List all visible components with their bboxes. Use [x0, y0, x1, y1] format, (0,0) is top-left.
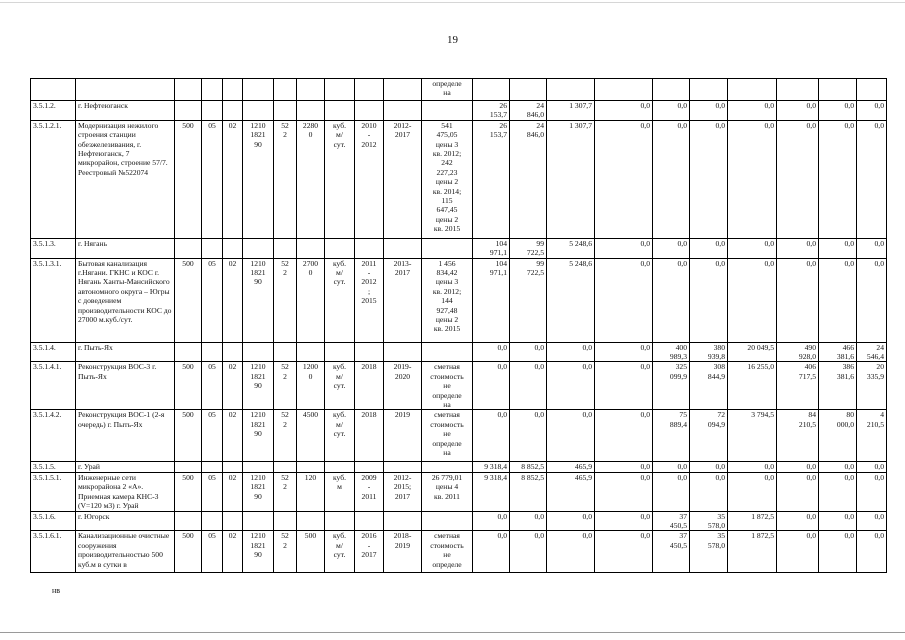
table-cell: 2009 - 2011: [355, 472, 384, 511]
table-cell: 0,0: [690, 462, 728, 472]
table-cell: 0,0: [510, 342, 547, 362]
table-cell: 0,0: [595, 531, 653, 573]
table-cell: 0,0: [547, 342, 595, 362]
table-cell: [422, 101, 473, 121]
table-cell: куб. м/ сут.: [325, 258, 355, 342]
table-cell: 0,0: [653, 472, 690, 511]
table-cell: [422, 511, 473, 531]
table-cell: 80 000,0: [819, 410, 857, 462]
table-cell: 02: [223, 410, 243, 462]
table-cell: 4500: [297, 410, 325, 462]
table-cell: [325, 462, 355, 472]
table-cell: 52 2: [274, 410, 297, 462]
table-cell: [202, 238, 223, 258]
table-cell: 0,0: [857, 101, 887, 121]
table-cell: 0,0: [819, 101, 857, 121]
table-cell: 5 248,6: [547, 258, 595, 342]
table-cell: 52 2: [274, 531, 297, 573]
table-cell: 1 307,7: [547, 101, 595, 121]
table-cell: [473, 79, 510, 101]
cell-name: Реконструкция ВОС-1 (2-я очередь) г. Пыть-Ях: [76, 410, 175, 462]
table-cell: [223, 342, 243, 362]
table-row: [31, 120, 887, 238]
table-cell: [355, 511, 384, 531]
table-cell: [384, 462, 422, 472]
table-cell: 0,0: [595, 472, 653, 511]
table-cell: 26 153,7: [473, 101, 510, 121]
cell-name: [76, 79, 175, 101]
table-cell: 05: [202, 120, 223, 238]
table-cell: 386 381,6: [819, 362, 857, 410]
cell-name: г. Югорск: [76, 511, 175, 531]
table-cell: 541 475,05 цены 3 кв. 2012; 242 227,23 цены 2 кв. 2014; 115 647,45 цены 2 кв. 2015: [422, 120, 473, 238]
table-cell: [243, 511, 274, 531]
table-cell: [202, 511, 223, 531]
table-cell: [274, 79, 297, 101]
table-cell: 500: [175, 472, 202, 511]
table-cell: 9 318,4: [473, 462, 510, 472]
cell-code: 3.5.1.4.: [31, 342, 76, 362]
table-cell: 24 846,0: [510, 101, 547, 121]
table-cell: 2011 - 2012 ; 2015: [355, 258, 384, 342]
table-cell: 35 578,0: [690, 531, 728, 573]
table-cell: 0,0: [728, 472, 777, 511]
table-cell: 2012- 2015; 2017: [384, 472, 422, 511]
table-cell: 0,0: [777, 101, 819, 121]
table-cell: 325 099,9: [653, 362, 690, 410]
table-cell: [202, 101, 223, 121]
table-cell: [384, 238, 422, 258]
cell-code: [31, 79, 76, 101]
table-cell: сметная стоимость не определе: [422, 531, 473, 573]
table-cell: 35 578,0: [690, 511, 728, 531]
table-cell: 120: [297, 472, 325, 511]
table-cell: [223, 238, 243, 258]
table-cell: 0,0: [653, 462, 690, 472]
table-cell: 0,0: [777, 531, 819, 573]
table-cell: [202, 342, 223, 362]
table-cell: 0,0: [857, 531, 887, 573]
table-cell: 1 872,5: [728, 531, 777, 573]
table-cell: 0,0: [728, 101, 777, 121]
cell-code: 3.5.1.6.1.: [31, 531, 76, 573]
table-cell: [384, 79, 422, 101]
table-cell: 0,0: [777, 511, 819, 531]
table-cell: 0,0: [510, 410, 547, 462]
page-number: 19: [447, 34, 458, 46]
table-cell: 0,0: [653, 238, 690, 258]
table-cell: 99 722,5: [510, 258, 547, 342]
table-cell: 400 989,3: [653, 342, 690, 362]
table-cell: 0,0: [857, 238, 887, 258]
cell-name: Канализационные очистные сооружения производительностью 500 куб.м в сутки в: [76, 531, 175, 573]
table-cell: 380 939,8: [690, 342, 728, 362]
table-cell: [175, 342, 202, 362]
table-cell: 1210 1821 90: [243, 472, 274, 511]
table-cell: [355, 342, 384, 362]
table-cell: 465,9: [547, 462, 595, 472]
table-cell: 2019: [384, 410, 422, 462]
cell-name: Модернизация нежилого строения станции обезжелезивания, г. Нефтеюганск, 7 микрорайон, строение 57/7. Реестровый №522074: [76, 120, 175, 238]
table-cell: куб. м/ сут.: [325, 531, 355, 573]
table-cell: 0,0: [819, 511, 857, 531]
table-cell: [223, 101, 243, 121]
table-cell: [223, 79, 243, 101]
table-cell: 37 450,5: [653, 511, 690, 531]
table-cell: [690, 79, 728, 101]
table-cell: [355, 101, 384, 121]
table-cell: 0,0: [595, 101, 653, 121]
table-cell: 2019- 2020: [384, 362, 422, 410]
table-cell: 0,0: [728, 238, 777, 258]
table-cell: 0,0: [728, 258, 777, 342]
table-cell: 2010 - 2012: [355, 120, 384, 238]
table-cell: 9 318,4: [473, 472, 510, 511]
cell-name: Инженерные сети микрорайона 2 «А». Приемная камера КНС-3 (V=120 м3) г. Урай: [76, 472, 175, 511]
table-cell: 0,0: [819, 238, 857, 258]
table-cell: 05: [202, 472, 223, 511]
table-cell: 8 852,5: [510, 462, 547, 472]
table-cell: 0,0: [819, 120, 857, 238]
table-cell: [202, 79, 223, 101]
table-cell: 1210 1821 90: [243, 362, 274, 410]
table-cell: 0,0: [473, 362, 510, 410]
table-cell: [274, 342, 297, 362]
table-row: [31, 531, 887, 573]
table-cell: 0,0: [473, 410, 510, 462]
table-cell: [355, 462, 384, 472]
table-row: [31, 410, 887, 462]
table-cell: 75 889,4: [653, 410, 690, 462]
table-cell: 99 722,5: [510, 238, 547, 258]
table-cell: 465,9: [547, 472, 595, 511]
table-row: [31, 362, 887, 410]
table-cell: 26 153,7: [473, 120, 510, 238]
table-cell: 500: [175, 410, 202, 462]
cell-code: 3.5.1.3.1.: [31, 258, 76, 342]
table-cell: 2016 - 2017: [355, 531, 384, 573]
table-row: [31, 511, 887, 531]
table-cell: [355, 238, 384, 258]
table-cell: 0,0: [547, 410, 595, 462]
table-cell: 52 2: [274, 362, 297, 410]
table-cell: 0,0: [595, 362, 653, 410]
table-cell: [325, 101, 355, 121]
table-cell: 02: [223, 362, 243, 410]
table-cell: 466 381,6: [819, 342, 857, 362]
table-cell: 3 794,5: [728, 410, 777, 462]
table-cell: [274, 238, 297, 258]
table-cell: [355, 79, 384, 101]
table-cell: 0,0: [777, 462, 819, 472]
table-cell: 24 846,0: [510, 120, 547, 238]
table-cell: 406 717,5: [777, 362, 819, 410]
table-cell: 0,0: [819, 462, 857, 472]
table-cell: 2018: [355, 362, 384, 410]
table-cell: 0,0: [857, 120, 887, 238]
table-cell: [510, 79, 547, 101]
table-cell: 500: [175, 120, 202, 238]
table-cell: 104 971,1: [473, 238, 510, 258]
table-cell: [325, 238, 355, 258]
table-cell: 52 2: [274, 258, 297, 342]
table-cell: 308 844,9: [690, 362, 728, 410]
table-cell: [857, 79, 887, 101]
table-cell: [297, 101, 325, 121]
table-cell: 0,0: [473, 531, 510, 573]
table-cell: 02: [223, 258, 243, 342]
table-cell: 0,0: [777, 258, 819, 342]
table-cell: 1210 1821 90: [243, 410, 274, 462]
table-cell: 0,0: [595, 342, 653, 362]
table-cell: 24 546,4: [857, 342, 887, 362]
table-cell: 0,0: [595, 462, 653, 472]
table-cell: 4 210,5: [857, 410, 887, 462]
table-cell: [175, 238, 202, 258]
investment-table: [30, 78, 887, 573]
table-cell: 0,0: [690, 258, 728, 342]
table-row: [31, 238, 887, 258]
cell-code: 3.5.1.5.: [31, 462, 76, 472]
table-cell: 0,0: [595, 238, 653, 258]
table-cell: 0,0: [728, 120, 777, 238]
table-cell: 02: [223, 531, 243, 573]
table-cell: 1210 1821 90: [243, 258, 274, 342]
table-cell: 500: [175, 258, 202, 342]
cell-name: г. Урай: [76, 462, 175, 472]
table-cell: [422, 238, 473, 258]
table-cell: [243, 238, 274, 258]
cell-name: г. Пыть-Ях: [76, 342, 175, 362]
table-cell: 0,0: [510, 531, 547, 573]
table-cell: 2013- 2017: [384, 258, 422, 342]
table-cell: 0,0: [510, 362, 547, 410]
table-cell: [223, 462, 243, 472]
table-cell: 1 456 834,42 цены 3 кв. 2012; 144 927,48 цены 2 кв. 2015: [422, 258, 473, 342]
table-cell: 0,0: [857, 511, 887, 531]
table-cell: [175, 462, 202, 472]
table-cell: 20 335,9: [857, 362, 887, 410]
table-cell: 0,0: [547, 511, 595, 531]
table-cell: 02: [223, 120, 243, 238]
table-cell: 0,0: [857, 258, 887, 342]
table-cell: 0,0: [819, 531, 857, 573]
table-cell: 0,0: [819, 258, 857, 342]
table-row-continuation: [31, 79, 887, 101]
cell-name: Реконструкция ВОС-3 г. Пыть-Ях: [76, 362, 175, 410]
table-cell: 2280 0: [297, 120, 325, 238]
table-cell: 500: [175, 362, 202, 410]
bottom-edge-line: [0, 632, 905, 633]
table-cell: куб. м/ сут.: [325, 410, 355, 462]
table-cell: 0,0: [473, 342, 510, 362]
table-cell: 0,0: [547, 362, 595, 410]
table-cell: 72 094,9: [690, 410, 728, 462]
table-cell: 05: [202, 531, 223, 573]
cell-code: 3.5.1.2.: [31, 101, 76, 121]
table-cell: [384, 511, 422, 531]
table-cell: 2012- 2017: [384, 120, 422, 238]
table-cell: 0,0: [857, 462, 887, 472]
table-cell: 0,0: [690, 101, 728, 121]
table-cell: 84 210,5: [777, 410, 819, 462]
table-cell: 0,0: [653, 120, 690, 238]
table-cell: [422, 342, 473, 362]
table-cell: [243, 79, 274, 101]
table-cell: [175, 511, 202, 531]
table-cell: 0,0: [690, 120, 728, 238]
table-cell: 0,0: [653, 258, 690, 342]
table-cell: 1 307,7: [547, 120, 595, 238]
table-cell: 104 971,1: [473, 258, 510, 342]
cell-code: 3.5.1.2.1.: [31, 120, 76, 238]
cell-code: 3.5.1.4.1.: [31, 362, 76, 410]
table-cell: 16 255,0: [728, 362, 777, 410]
table-cell: 0,0: [777, 472, 819, 511]
table-cell: куб. м/ сут.: [325, 362, 355, 410]
table-cell: 0,0: [690, 472, 728, 511]
cell-name: г. Нефтеюганск: [76, 101, 175, 121]
table-cell: 0,0: [473, 511, 510, 531]
table-cell: [175, 101, 202, 121]
table-cell: 0,0: [728, 462, 777, 472]
table-cell: 52 2: [274, 120, 297, 238]
table-cell: [325, 342, 355, 362]
table-cell: 1210 1821 90: [243, 531, 274, 573]
table-cell: 500: [297, 531, 325, 573]
cell-code: 3.5.1.4.2.: [31, 410, 76, 462]
table-row: [31, 101, 887, 121]
table-cell: [547, 79, 595, 101]
table-cell: [325, 79, 355, 101]
table-cell: [223, 511, 243, 531]
table-cell: 490 928,0: [777, 342, 819, 362]
table-cell: [202, 462, 223, 472]
table-row: [31, 342, 887, 362]
cell-name: г. Нягань: [76, 238, 175, 258]
table-cell: [243, 342, 274, 362]
table-cell: [297, 79, 325, 101]
table-cell: [175, 79, 202, 101]
table-cell: [595, 79, 653, 101]
table-cell: [243, 101, 274, 121]
table-cell: [777, 79, 819, 101]
table-cell: сметная стоимость не определе на: [422, 362, 473, 410]
table-cell: 05: [202, 410, 223, 462]
table-cell: 0,0: [595, 258, 653, 342]
table-cell: [819, 79, 857, 101]
cell-code: 3.5.1.6.: [31, 511, 76, 531]
table-cell: [653, 79, 690, 101]
table-cell: 0,0: [595, 410, 653, 462]
table-cell: [243, 462, 274, 472]
table-cell: 2018- 2019: [384, 531, 422, 573]
table-cell: 1200 0: [297, 362, 325, 410]
table-cell: 5 248,6: [547, 238, 595, 258]
table-cell: [274, 101, 297, 121]
table-cell: 0,0: [690, 238, 728, 258]
table-cell: определе на: [422, 79, 473, 101]
table-cell: 0,0: [595, 120, 653, 238]
table-cell: 0,0: [653, 101, 690, 121]
table-cell: 26 779,01 цены 4 кв. 2011: [422, 472, 473, 511]
table-cell: 500: [175, 531, 202, 573]
table-cell: 1210 1821 90: [243, 120, 274, 238]
table-cell: [297, 462, 325, 472]
table-cell: [325, 511, 355, 531]
table-cell: 05: [202, 258, 223, 342]
table-cell: 0,0: [777, 238, 819, 258]
table-row: [31, 258, 887, 342]
table-cell: [422, 462, 473, 472]
table-cell: 0,0: [510, 511, 547, 531]
table-row: [31, 472, 887, 511]
table-cell: 0,0: [777, 120, 819, 238]
table-row: [31, 462, 887, 472]
cell-code: 3.5.1.3.: [31, 238, 76, 258]
table-cell: 1 872,5: [728, 511, 777, 531]
table-cell: 37 450,5: [653, 531, 690, 573]
table-cell: куб. м/ сут.: [325, 120, 355, 238]
table-cell: [384, 342, 422, 362]
table-cell: 0,0: [595, 511, 653, 531]
table-cell: 2700 0: [297, 258, 325, 342]
table-cell: [728, 79, 777, 101]
table-cell: 20 049,5: [728, 342, 777, 362]
table-cell: [274, 511, 297, 531]
table-cell: 2018: [355, 410, 384, 462]
table-cell: [274, 462, 297, 472]
cell-code: 3.5.1.5.1.: [31, 472, 76, 511]
table-cell: 8 852,5: [510, 472, 547, 511]
table-cell: 05: [202, 362, 223, 410]
table-cell: [297, 511, 325, 531]
table-cell: 0,0: [547, 531, 595, 573]
table-cell: 02: [223, 472, 243, 511]
table-cell: сметная стоимость не определе на: [422, 410, 473, 462]
footnote: нв: [52, 586, 61, 595]
table-cell: [297, 238, 325, 258]
cell-name: Бытовая канализация г.Нягани. ГКНС и КОС г. Нягань Ханты-Мансийского автономного округа – Югры с доведением производительности КОС до 27000 м.куб./сут.: [76, 258, 175, 342]
table-cell: 0,0: [819, 472, 857, 511]
table-cell: [384, 101, 422, 121]
table-cell: 0,0: [857, 472, 887, 511]
table-cell: [297, 342, 325, 362]
table-cell: куб. м: [325, 472, 355, 511]
top-edge-line: [0, 2, 905, 3]
table-cell: 52 2: [274, 472, 297, 511]
